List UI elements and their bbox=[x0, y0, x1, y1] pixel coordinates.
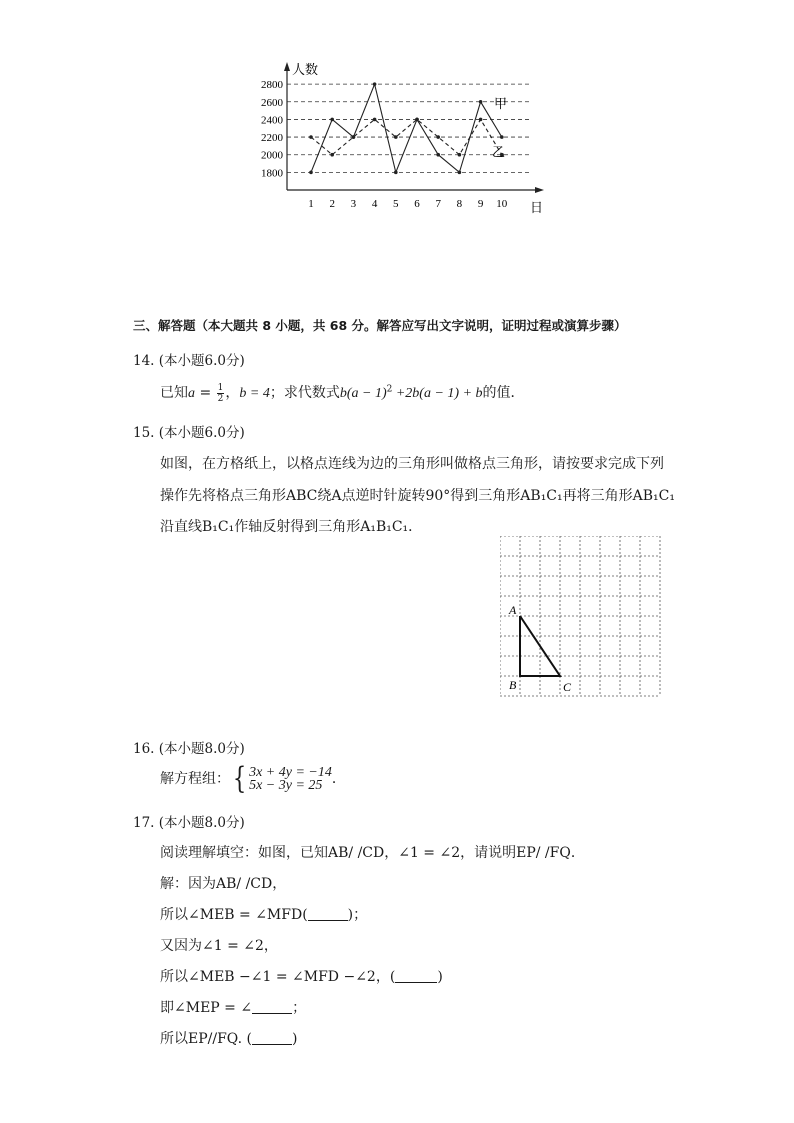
x-tick-label: 1 bbox=[308, 198, 314, 210]
q14-eq: = bbox=[195, 385, 216, 401]
q17-score: (本小题8.0分) bbox=[158, 815, 245, 831]
q14-text3: ；求代数式 bbox=[269, 385, 340, 401]
q17-line6 bbox=[160, 997, 306, 1017]
q15-line1: 如图，在方格纸上，以格点连线为边的三角形叫做格点三角形，请按要求完成下列 bbox=[160, 456, 664, 472]
q14-number: 14. bbox=[133, 353, 155, 369]
label-c: C bbox=[563, 680, 572, 694]
q17-line6-text: 即∠MEP = ∠ bbox=[160, 1000, 253, 1016]
x-tick-label: 10 bbox=[496, 198, 508, 210]
x-tick-labels bbox=[308, 198, 508, 210]
data-point bbox=[330, 118, 334, 122]
q14-expr2: +2b(a − 1) + b bbox=[392, 386, 483, 401]
q17-line1: 阅读理解填空：如图，已知AB/ /CD，∠1 = ∠2，请说明EP/ /FQ． bbox=[160, 845, 585, 861]
blank-2[interactable] bbox=[395, 969, 437, 983]
data-point bbox=[479, 100, 483, 104]
q17-line5-end: ) bbox=[437, 969, 443, 985]
q15-line2: 操作先将格点三角形ABC绕A点逆时针旋转90°得到三角形AB₁C₁再将三角形AB₁C₁ bbox=[160, 488, 675, 504]
q15-score: (本小题6.0分) bbox=[158, 425, 245, 441]
q14-body bbox=[160, 382, 525, 404]
q17-line4: 又因为∠1 = ∠2， bbox=[160, 938, 278, 954]
y-tick-label: 2200 bbox=[261, 132, 283, 145]
q15-grid-figure bbox=[500, 536, 662, 698]
q16-eq2: 5x − 3y = 25 bbox=[249, 778, 323, 793]
q17-line6-end: ； bbox=[292, 1000, 307, 1016]
legend-label-yi: 乙 bbox=[492, 145, 506, 161]
section-title bbox=[133, 316, 627, 334]
x-tick-label: 7 bbox=[435, 198, 441, 210]
series-line-jia bbox=[311, 84, 502, 172]
q16-score: (本小题8.0分) bbox=[158, 741, 245, 757]
x-tick-label: 8 bbox=[456, 198, 463, 210]
blank-3[interactable] bbox=[252, 1000, 292, 1014]
q17-line5-text: 所以∠MEB −∠1 = ∠MFD −∠2，( bbox=[160, 969, 396, 985]
data-point bbox=[309, 135, 313, 139]
q17-line3-end: )； bbox=[347, 907, 368, 923]
frac-num: 1 bbox=[217, 382, 224, 393]
data-point bbox=[373, 118, 377, 122]
q17-header bbox=[133, 811, 245, 831]
q14-text4: 的值． bbox=[482, 385, 525, 401]
data-point bbox=[373, 82, 377, 86]
y-tick-label: 2600 bbox=[261, 96, 283, 109]
label-b: B bbox=[509, 678, 517, 692]
q16-eq1: 3x + 4y = −14 bbox=[249, 765, 332, 780]
q14-square: 2 bbox=[386, 384, 393, 395]
q15-line3: 沿直线B₁C₁作轴反射得到三角形A₁B₁C₁． bbox=[160, 519, 423, 535]
chart-series bbox=[309, 82, 506, 174]
q14-fraction bbox=[217, 383, 225, 404]
q17-line7 bbox=[160, 1028, 297, 1048]
data-point bbox=[394, 171, 398, 175]
grid-lines bbox=[500, 536, 660, 696]
q16-body bbox=[160, 761, 346, 796]
y-tick-labels bbox=[261, 79, 284, 179]
x-tick-label: 4 bbox=[371, 198, 378, 210]
data-point bbox=[415, 118, 419, 122]
y-tick-label: 1800 bbox=[261, 167, 283, 180]
data-point bbox=[458, 171, 462, 175]
q16-header bbox=[133, 737, 245, 757]
frac-den: 2 bbox=[217, 393, 224, 404]
q17-line3 bbox=[160, 904, 367, 924]
data-point bbox=[394, 135, 398, 139]
q16-end: ． bbox=[331, 771, 346, 787]
x-tick-label: 5 bbox=[393, 198, 399, 210]
data-point bbox=[330, 153, 334, 157]
equation-system bbox=[230, 761, 332, 796]
blank-1[interactable] bbox=[308, 907, 348, 921]
x-tick-label: 3 bbox=[350, 198, 357, 210]
x-tick-label: 2 bbox=[329, 198, 335, 210]
q17-line7-end: ) bbox=[291, 1031, 298, 1047]
brace-icon: { bbox=[232, 761, 247, 796]
y-axis-label: 人数 bbox=[292, 63, 319, 78]
q14-text1: 已知 bbox=[160, 385, 188, 401]
q14-score: (本小题6.0分) bbox=[158, 353, 245, 369]
data-point bbox=[500, 135, 504, 139]
q17-line5 bbox=[160, 966, 443, 986]
q16-number: 16. bbox=[133, 741, 155, 757]
data-point bbox=[479, 118, 483, 122]
blank-4[interactable] bbox=[252, 1031, 292, 1045]
q14-var-a: a bbox=[188, 386, 195, 401]
q17-line2: 解：因为AB/ /CD， bbox=[160, 876, 287, 892]
q14-header bbox=[133, 349, 245, 369]
section-title-text: 三、解答题（本大题共 8 小题，共 68 分。解答应写出文字说明，证明过程或演算步骤） bbox=[133, 318, 627, 333]
line-chart bbox=[250, 58, 550, 218]
y-tick-label: 2800 bbox=[261, 79, 283, 92]
x-tick-label: 9 bbox=[477, 198, 484, 210]
data-point bbox=[309, 171, 313, 175]
q15-header bbox=[133, 421, 245, 441]
q17-line3-text: 所以∠MEB = ∠MFD( bbox=[160, 907, 308, 923]
data-point bbox=[352, 135, 356, 139]
q14-text2: ， bbox=[225, 385, 240, 401]
q16-lead: 解方程组： bbox=[160, 771, 230, 787]
x-tick-label: 6 bbox=[414, 198, 420, 210]
chart-legend bbox=[492, 97, 507, 161]
q14-b-expr: b = 4 bbox=[239, 386, 270, 401]
data-point bbox=[436, 135, 440, 139]
data-point bbox=[458, 153, 462, 157]
x-axis-label: 日 bbox=[530, 201, 544, 216]
data-point bbox=[436, 153, 440, 157]
label-a: A bbox=[509, 603, 517, 617]
q14-expr: b(a − 1) bbox=[339, 386, 387, 401]
q17-line7-text: 所以EP//FQ. ( bbox=[160, 1031, 252, 1047]
y-tick-label: 2000 bbox=[261, 149, 283, 162]
legend-label-jia: 甲 bbox=[494, 96, 508, 112]
q15-number: 15. bbox=[133, 425, 155, 441]
y-tick-label: 2400 bbox=[261, 114, 283, 127]
q17-number: 17. bbox=[133, 815, 155, 831]
